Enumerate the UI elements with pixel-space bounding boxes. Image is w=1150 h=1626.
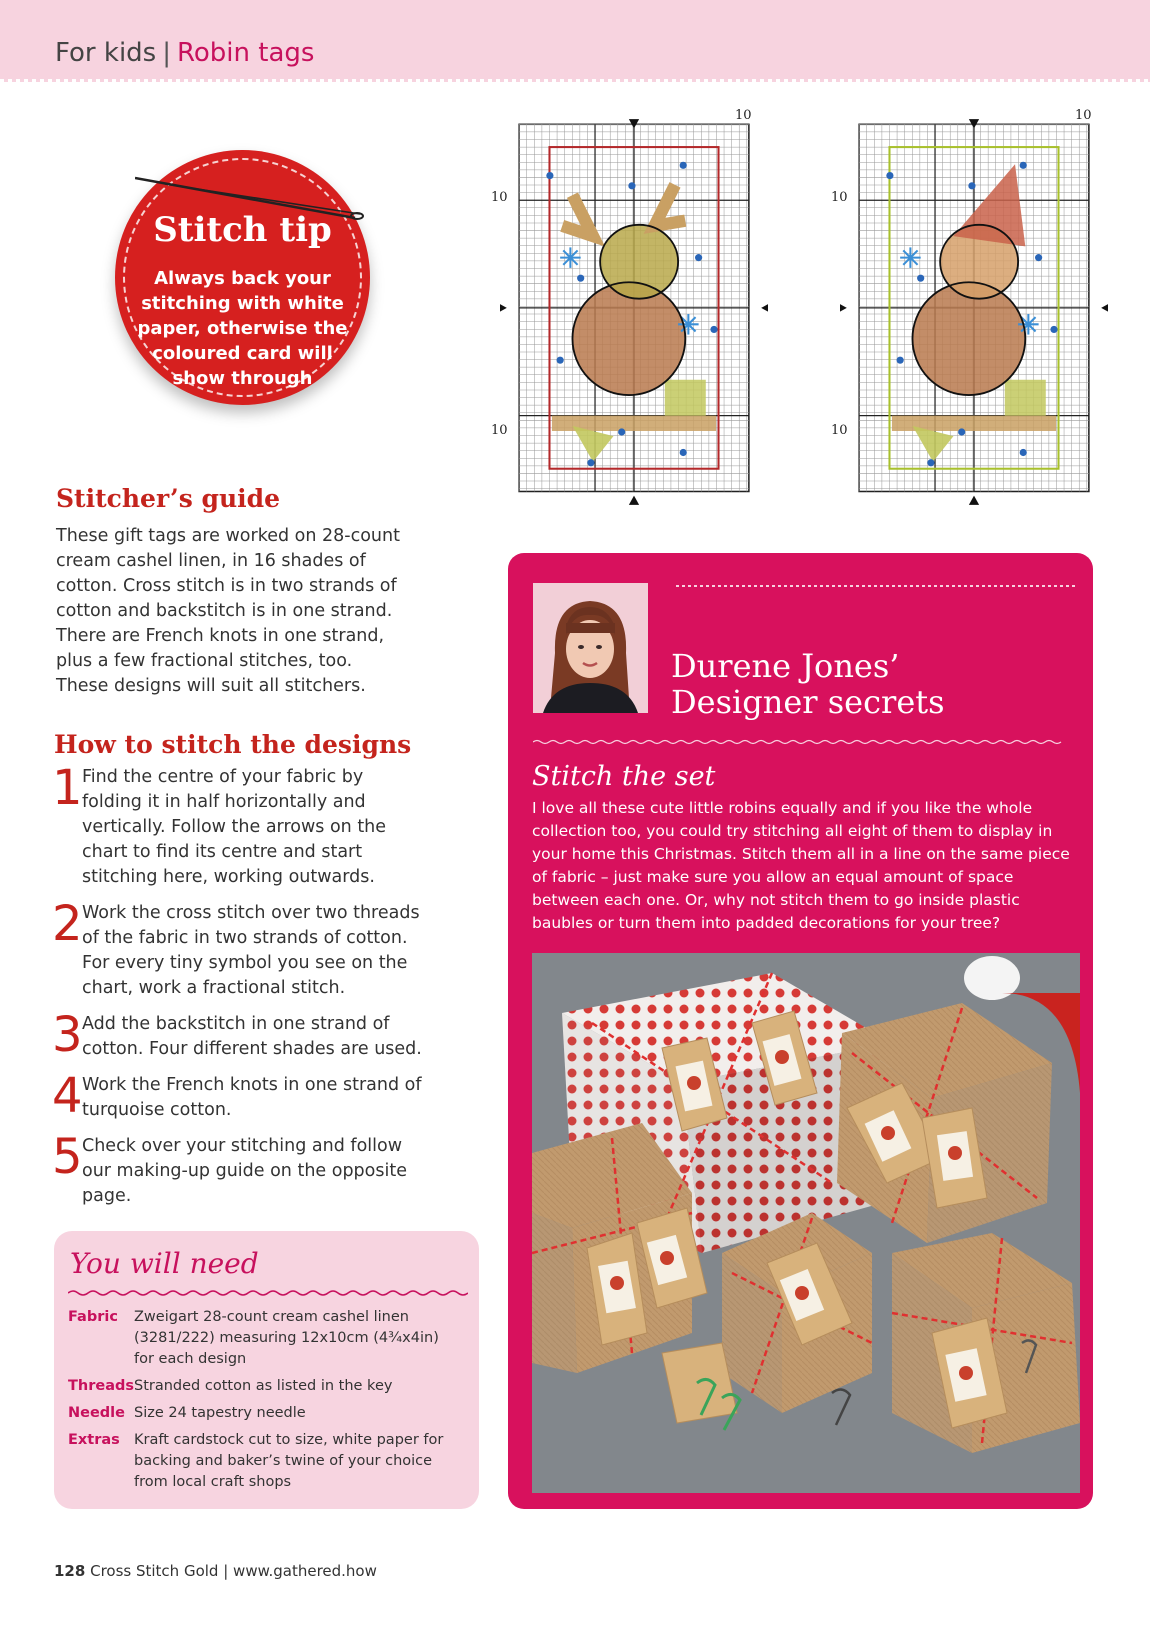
chart-1-label-left-bottom: 10 <box>491 423 508 438</box>
designer-secrets-panel <box>508 553 1093 1509</box>
step-item: 2 Work the cross stitch over two threads of the fabric in two strands of cotton. For every tiny symbol you see on the chart, work a fractional stitch. <box>52 896 420 998</box>
stitch-tip-body: Always back your stitching with white paper, otherwise the coloured card will show through <box>137 268 348 389</box>
stitchers-guide-body: These gift tags are worked on 28-count cream cashel linen, in 16 shades of cotton. Cross stitch is in two strands of cotton and backstitch is in one strand. There are French knots in one strand, plus a few fractional stitches, too. These designs will suit all stitchers. <box>56 526 400 696</box>
step-item: 4 Work the French knots in one strand of turquoise cotton. <box>52 1068 422 1124</box>
wave-divider <box>68 1289 468 1297</box>
header-title: Robin tags <box>177 38 315 68</box>
how-to-heading: How to stitch the designs <box>54 730 412 759</box>
designer-body: I love all these cute little robins equally and if you like the whole collection too, you could try stitching all eight of them to display in your home this Christmas. Stitch them all in a line on the same piece of fabric – just make sure you allow an equal amount of space between each one. Or, why not stitch them to go inside plastic baubles or turn them into padded decorations for your tree? <box>532 799 1070 932</box>
steps-list <box>52 760 422 1220</box>
materials-table <box>68 1307 454 1499</box>
table-row: Extras Kraft cardstock cut to size, white paper for backing and baker’s twine of your choice from local craft shops <box>68 1432 444 1490</box>
stitch-tip <box>115 140 375 410</box>
you-will-need-box <box>54 1231 479 1509</box>
magazine-name: Cross Stitch Gold <box>90 1562 219 1580</box>
designer-photo <box>533 583 648 713</box>
page-footer: 128 Cross Stitch Gold | www.gathered.how <box>54 1562 377 1580</box>
chart-1-label-top: 10 <box>735 108 752 123</box>
site-url: www.gathered.how <box>233 1562 377 1580</box>
header-section: For kids <box>55 38 157 68</box>
step-item: 5 Check over your stitching and follow our making-up guide on the opposite page. <box>52 1129 407 1206</box>
stitch-tip-title: Stitch tip <box>153 210 332 250</box>
designer-subheading: Stitch the set <box>532 761 716 792</box>
you-will-need-heading: You will need <box>70 1247 259 1280</box>
chart-reindeer-robin <box>500 112 768 512</box>
step-item: 3 Add the backstitch in one strand of cotton. Four different shades are used. <box>52 1007 422 1063</box>
table-row: Fabric Zweigart 28-count cream cashel linen (3281/222) measuring 12x10cm (4¾x4in) for each design <box>68 1309 439 1367</box>
chart-elf-robin <box>840 112 1108 512</box>
chart-2-label-left-bottom: 10 <box>831 423 848 438</box>
table-row: Needle Size 24 tapestry needle <box>68 1405 306 1421</box>
chart-2-label-top: 10 <box>1075 108 1092 123</box>
gift-photo <box>532 953 1080 1493</box>
header-breadcrumb: For kids | Robin tags <box>55 38 315 68</box>
designer-name: Durene Jones’ Designer secrets <box>671 647 945 721</box>
stitchers-guide-heading: Stitcher’s guide <box>56 484 281 513</box>
page-header <box>0 0 1150 82</box>
dotted-divider <box>533 739 1078 745</box>
page-number: 128 <box>54 1562 86 1580</box>
chart-1-label-left-top: 10 <box>491 190 508 205</box>
chart-2-label-left-top: 10 <box>831 190 848 205</box>
table-row: Threads Stranded cotton as listed in the key <box>68 1378 393 1394</box>
step-item: 1 Find the centre of your fabric by folding it in half horizontally and vertically. Follow the arrows on the chart to find its centre and start stitching here, working outwards. <box>52 760 387 887</box>
